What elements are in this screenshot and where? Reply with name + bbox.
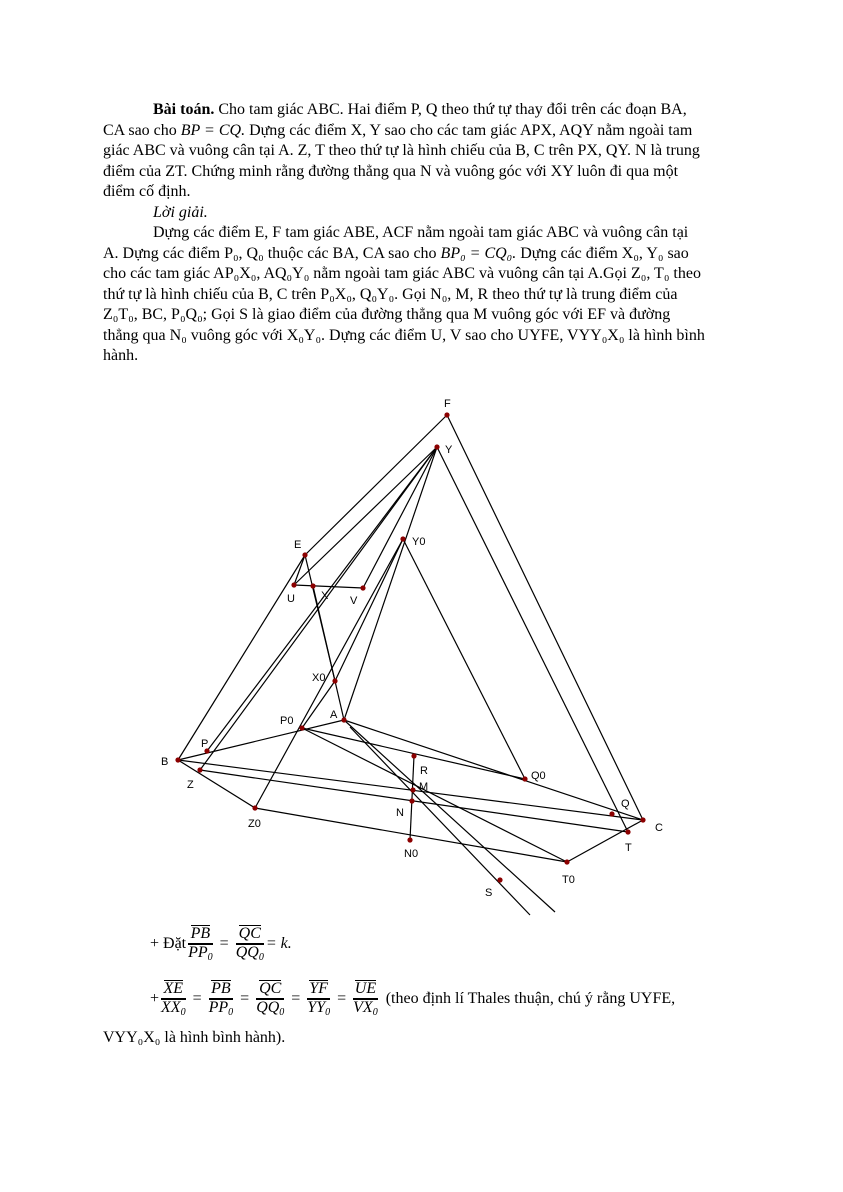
label-X: X bbox=[321, 590, 329, 602]
point-F bbox=[444, 412, 449, 417]
line-Y0X0 bbox=[335, 539, 403, 681]
solution-formula: BP₀ = CQ₀. bbox=[440, 244, 517, 262]
point-T bbox=[625, 829, 630, 834]
solution-heading: Lời giải. bbox=[153, 203, 208, 221]
point-Q0 bbox=[522, 776, 527, 781]
point-X bbox=[310, 583, 315, 588]
solution-line-6: thẳng qua N₀ vuông góc với X₀Y₀. Dựng các điểm U, V sao cho UYFE, VYY₀X₀ là hình bình bbox=[103, 326, 705, 344]
point-A bbox=[341, 717, 346, 722]
line-FE bbox=[305, 415, 447, 555]
point-E bbox=[302, 552, 307, 557]
frac-PB-PP0: $\frac{PB}{PP_0}$ bbox=[188, 925, 213, 963]
point-Z0 bbox=[252, 805, 257, 810]
point-C bbox=[640, 817, 645, 822]
point-T0 bbox=[564, 859, 569, 864]
label-E: E bbox=[294, 539, 302, 551]
label-P0: P0 bbox=[280, 715, 294, 727]
line-YV bbox=[363, 447, 437, 588]
line-EB bbox=[178, 555, 305, 760]
point-B bbox=[175, 757, 180, 762]
solution-line-4: thứ tự là hình chiếu của B, C trên P₀X₀, Q₀Y₀. Gọi N₀, M, R theo thứ tự là trung điểm của bbox=[103, 285, 678, 303]
line-MS bbox=[344, 720, 555, 912]
label-C: C bbox=[655, 822, 663, 834]
line-P0T0 bbox=[302, 728, 567, 862]
frac-PB-PP0-2: $\frac{PB}{PP_0}$ bbox=[208, 980, 234, 1018]
point-P0 bbox=[299, 725, 304, 730]
formula-ratio-k: + Đặt $\frac{PB}{PP_0}$ = $\frac{QC}{QQ_0}$ = k. bbox=[150, 925, 292, 963]
point-S bbox=[497, 877, 502, 882]
label-F: F bbox=[444, 398, 451, 410]
formula2-prefix: + bbox=[150, 989, 160, 1007]
frac-XE-XX0: $\frac{XE}{XX_0}$ bbox=[161, 980, 186, 1018]
solution-line-2b: Dựng các điểm X₀, Y₀ sao bbox=[520, 244, 689, 262]
point-Y0 bbox=[400, 536, 405, 541]
problem-line-5: điểm cố định. bbox=[103, 183, 191, 200]
solution-line-5: Z₀T₀, BC, P₀Q₀; Gọi S là giao điểm của đường thẳng qua M vuông góc với EF và đường bbox=[103, 306, 671, 323]
line-T0C bbox=[567, 820, 643, 862]
label-N: N bbox=[396, 807, 404, 819]
solution-line-7: hành. bbox=[103, 347, 139, 364]
line-Y0Q0 bbox=[403, 539, 525, 779]
label-Z0: Z0 bbox=[248, 818, 261, 830]
label-V: V bbox=[350, 595, 358, 607]
label-U: U bbox=[287, 593, 295, 605]
line-RN0 bbox=[410, 756, 414, 840]
line-AC bbox=[344, 720, 643, 820]
point-X0 bbox=[332, 678, 337, 683]
label-Z: Z bbox=[187, 779, 194, 791]
problem-statement bbox=[103, 100, 743, 367]
label-Y0: Y0 bbox=[412, 536, 426, 548]
formula2-suffix: (theo định lí Thales thuận, chú ý rằng UYFE, bbox=[385, 989, 676, 1007]
point-M bbox=[410, 787, 415, 792]
point-Y bbox=[434, 444, 439, 449]
point-N bbox=[409, 798, 414, 803]
geometry-figure bbox=[150, 393, 663, 908]
solution-line-1: Dựng các điểm E, F tam giác ABE, ACF nằm ngoài tam giác ABC và vuông cân tại bbox=[153, 224, 689, 241]
line-N0S bbox=[350, 727, 530, 915]
frac-YF-YY0: $\frac{YF}{YY_0}$ bbox=[307, 980, 331, 1018]
point-U bbox=[291, 582, 296, 587]
line-YA bbox=[344, 447, 437, 720]
label-X0: X0 bbox=[312, 672, 326, 684]
label-N0: N0 bbox=[404, 848, 419, 860]
problem-line-1: Cho tam giác ABC. Hai điểm P, Q theo thứ tự thay đổi trên các đoạn BA, bbox=[218, 101, 687, 118]
label-T0: T0 bbox=[562, 874, 575, 886]
frac-QC-QQ0: $\frac{QC}{QQ_0}$ bbox=[235, 925, 264, 963]
label-P: P bbox=[201, 738, 209, 750]
problem-line-2a: CA sao cho bbox=[103, 121, 177, 139]
problem-line-3: giác ABC và vuông cân tại A. Z, T theo thứ tự là hình chiếu của B, C trên PX, QY. N là trung bbox=[103, 142, 700, 159]
formula1-prefix: + Đặt bbox=[150, 934, 187, 952]
line-FC bbox=[447, 415, 643, 820]
problem-formula: BP = CQ. bbox=[180, 121, 246, 139]
point-Q bbox=[609, 811, 614, 816]
label-T: T bbox=[625, 842, 632, 854]
solution-line-3: cho các tam giác AP₀X₀, AQ₀Y₀ nằm ngoài tam giác ABC và vuông cân tại A.Gọi Z₀, T₀ theo bbox=[103, 265, 701, 282]
problem-line-2b: Dựng các điểm X, Y sao cho các tam giác APX, AQY nằm ngoài tam bbox=[249, 121, 693, 139]
label-B: B bbox=[161, 756, 169, 768]
label-Q: Q bbox=[621, 798, 630, 810]
formula-tail: VYY₀X₀ là hình bình hành). bbox=[103, 1029, 286, 1046]
formula1-suffix: = k. bbox=[265, 934, 292, 952]
label-Y: Y bbox=[445, 444, 453, 456]
label-S: S bbox=[485, 887, 493, 899]
label-Q0: Q0 bbox=[531, 770, 546, 782]
frac-UE-VX0: $\frac{UE}{VX_0}$ bbox=[353, 980, 378, 1018]
frac-QC-QQ0-2: $\frac{QC}{QQ_0}$ bbox=[256, 980, 285, 1018]
problem-line-4: điểm của ZT. Chứng minh rằng đường thẳng qua N và vuông góc với XY luôn đi qua một bbox=[103, 162, 679, 180]
line-UV bbox=[294, 585, 363, 588]
problem-heading: Bài toán. bbox=[153, 101, 215, 118]
geometry-diagram bbox=[150, 393, 663, 903]
point-R bbox=[411, 753, 416, 758]
point-N0 bbox=[407, 837, 412, 842]
label-M: M bbox=[419, 781, 429, 793]
solution-line-2a: A. Dựng các điểm P₀, Q₀ thuộc các BA, CA sao cho bbox=[103, 244, 437, 262]
label-R: R bbox=[420, 765, 428, 777]
line-EX0 bbox=[305, 555, 335, 681]
formula-thales: + $\frac{XE}{XX_0}$ = $\frac{PB}{PP_0}$ = $\frac{QC}{QQ_0}$ = $\frac{YF}{YY_0}$ = $\frac{UE}{VX_0}$ (theo định lí Thales thuận, chú ý rằng UYFE, bbox=[150, 980, 676, 1018]
point-Z bbox=[197, 767, 202, 772]
label-A: A bbox=[330, 709, 338, 721]
point-V bbox=[360, 585, 365, 590]
